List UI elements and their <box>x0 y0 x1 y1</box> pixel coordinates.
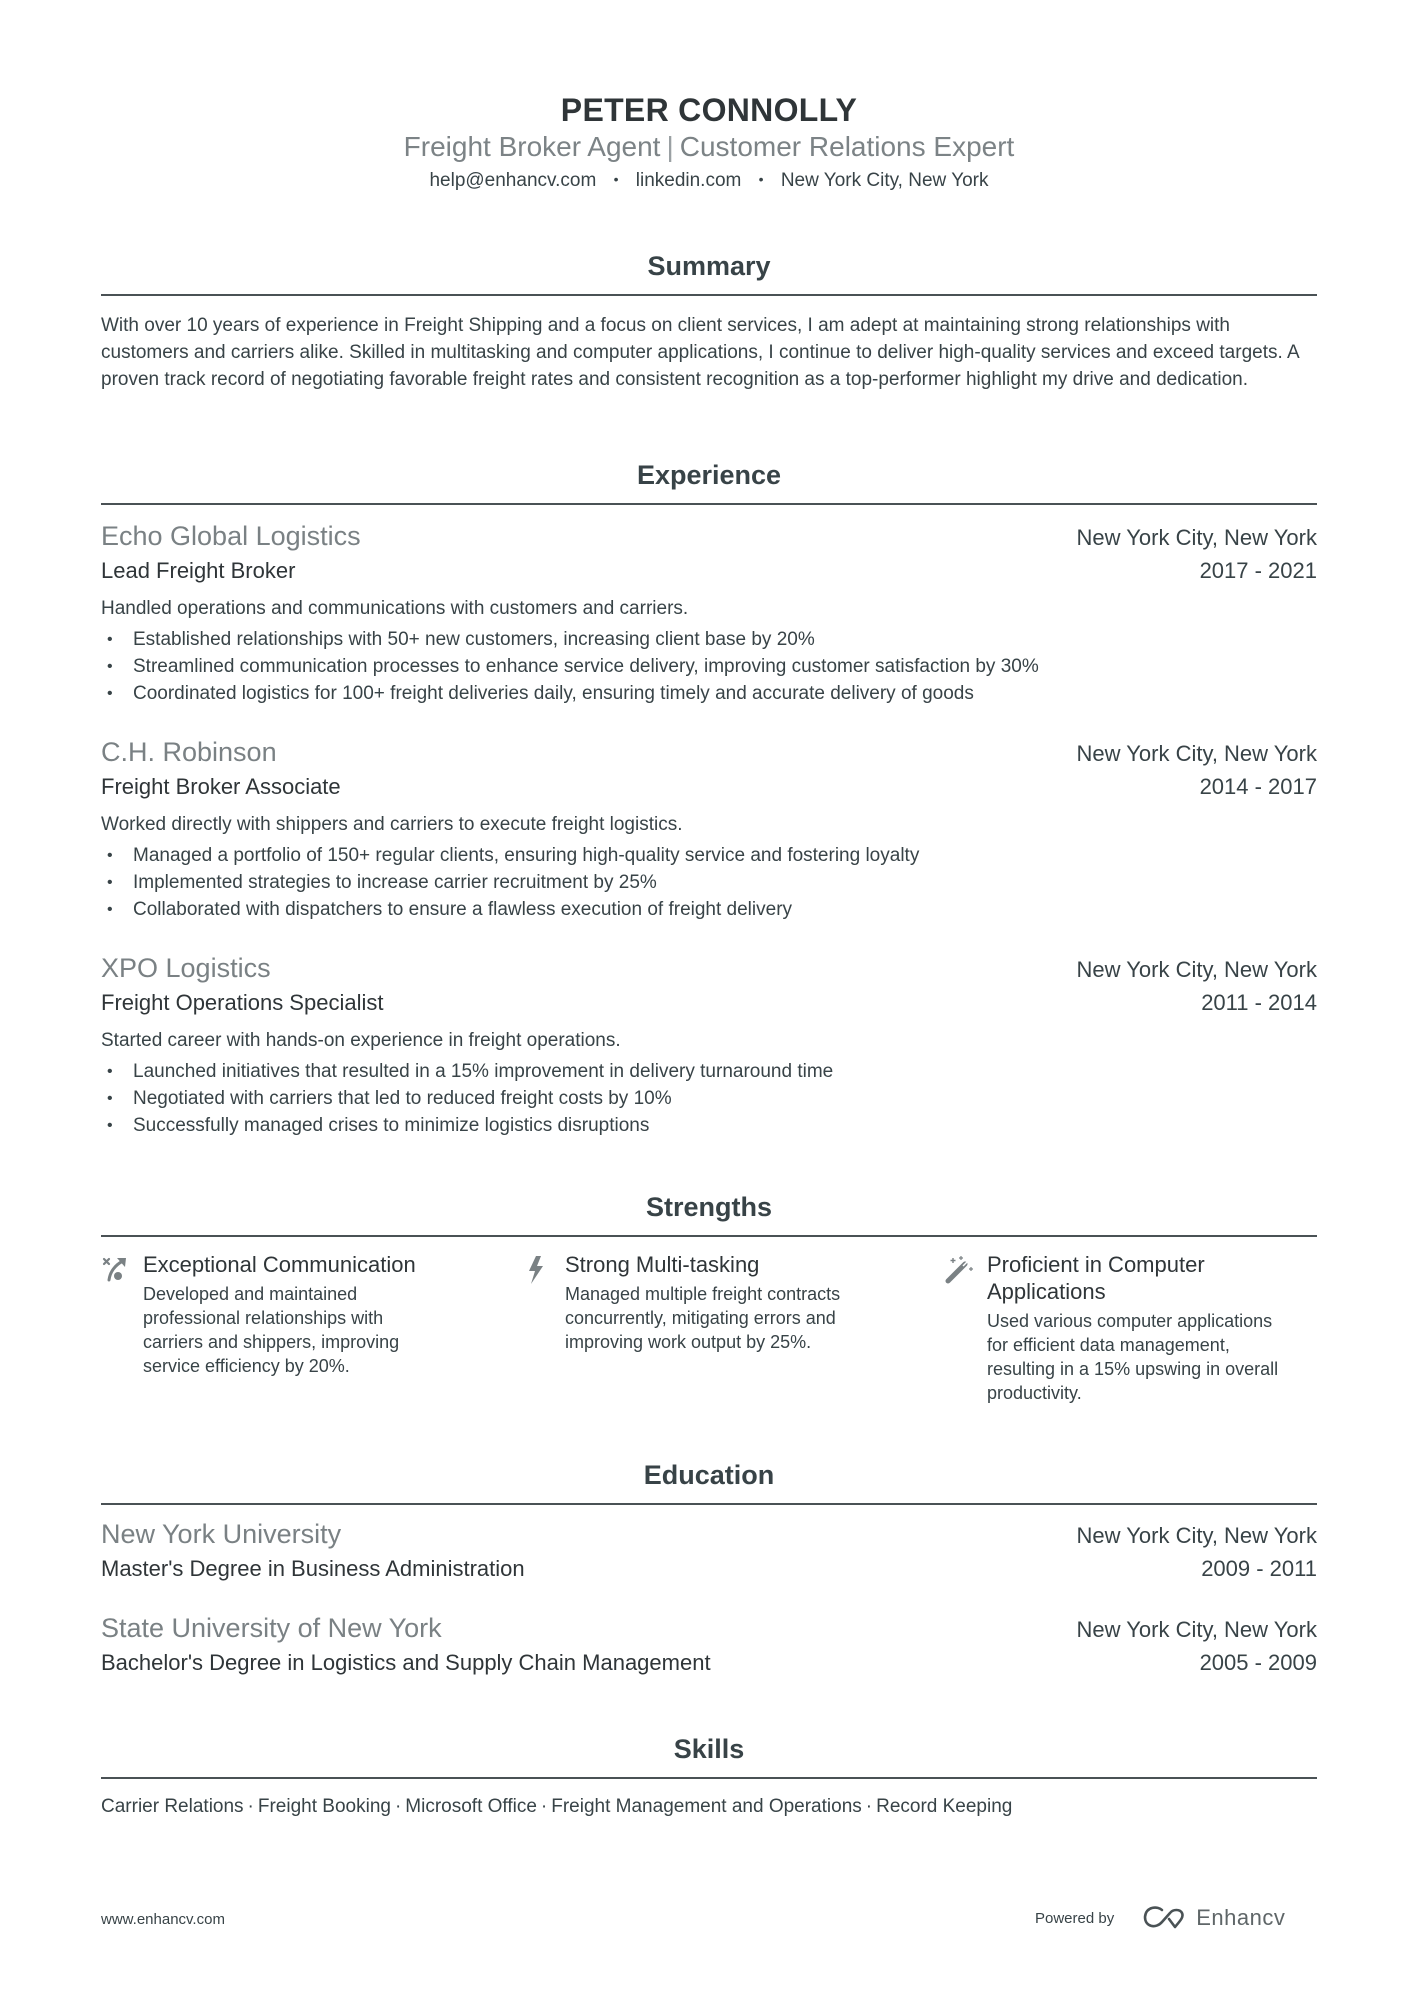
job-bullets <box>101 1058 1317 1139</box>
resume-header <box>101 0 1317 194</box>
skill-separator: · <box>540 1796 548 1817</box>
headline-separator: | <box>666 131 674 162</box>
bullet-text: Successfully managed crises to minimize logistics disruptions <box>133 1115 650 1136</box>
bullet-icon: • <box>107 847 113 864</box>
skill-separator: · <box>865 1796 873 1817</box>
skill-item: Freight Booking <box>257 1796 391 1817</box>
enhancv-wordmark: Enhancv <box>1196 1905 1286 1930</box>
bullet-icon: • <box>107 1090 113 1107</box>
skill-separator: · <box>247 1796 254 1817</box>
job-bullets <box>101 842 1317 923</box>
education-section <box>101 1459 1317 1679</box>
bullet-text: Negotiated with carriers that led to reduced freight costs by 10% <box>133 1088 672 1109</box>
company-name: XPO Logistics <box>101 953 271 983</box>
contact-separator: • <box>613 171 619 187</box>
powered-by-label: Powered by <box>1035 1909 1115 1927</box>
skills-list <box>101 1793 1317 1820</box>
school-location: New York City, New York <box>1076 1617 1317 1642</box>
section-title-summary: Summary <box>647 251 771 281</box>
education-dates: 2005 - 2009 <box>1199 1650 1317 1675</box>
bullet-item <box>101 680 1317 707</box>
bullet-text: Implemented strategies to increase carrier recruitment by 25% <box>133 872 657 893</box>
strengths-section <box>101 1191 1317 1405</box>
enhancv-logo-icon <box>1142 1905 1188 1931</box>
bullet-item <box>101 626 1317 653</box>
summary-section <box>101 250 1317 393</box>
job-title: Freight Operations Specialist <box>101 990 384 1015</box>
section-title-experience: Experience <box>636 460 782 490</box>
headline-primary: Freight Broker Agent <box>403 131 661 162</box>
bullet-item <box>101 1112 1317 1139</box>
job-description: Started career with hands-on experience in freight operations. <box>101 1030 621 1051</box>
bullet-icon: • <box>107 658 113 675</box>
strength-title: Exceptional Communication <box>143 1252 416 1277</box>
bullet-item <box>101 1058 1317 1085</box>
route-icon <box>101 1251 143 1405</box>
job-bullets <box>101 626 1317 707</box>
strength-description: Managed multiple freight contracts concurrently, mitigating errors and improving work output by 25%. <box>565 1284 841 1352</box>
school-name: State University of New York <box>101 1613 442 1643</box>
company-name: C.H. Robinson <box>101 737 277 767</box>
strengths-grid <box>101 1251 1317 1405</box>
bullet-text: Collaborated with dispatchers to ensure a flawless execution of freight delivery <box>133 899 793 920</box>
bullet-text: Launched initiatives that resulted in a 15% improvement in delivery turnaround time <box>133 1061 834 1082</box>
section-title-education: Education <box>643 1460 775 1490</box>
footer-website-link[interactable]: www.enhancv.com <box>101 1911 225 1928</box>
footer-branding[interactable] <box>1035 1905 1285 1931</box>
bullet-text: Managed a portfolio of 150+ regular clients, ensuring high-quality service and fostering loyalty <box>133 845 920 866</box>
strength-description: Used various computer applications for efficient data management, resulting in a 15% upswing in overall productivity. <box>987 1311 1279 1403</box>
experience-entry <box>101 735 1317 923</box>
skill-separator: · <box>394 1796 402 1817</box>
strength-title: Strong Multi-tasking <box>565 1252 760 1277</box>
degree: Bachelor's Degree in Logistics and Supply Chain Management <box>101 1650 711 1675</box>
education-entry <box>101 1517 1317 1585</box>
bullet-icon: • <box>107 1063 113 1080</box>
skill-item: Record Keeping <box>876 1796 1013 1817</box>
section-title-strengths: Strengths <box>645 1192 772 1222</box>
resume-page <box>101 0 1317 1820</box>
skill-item: Microsoft Office <box>405 1796 537 1817</box>
strength-description: Developed and maintained professional relationships with carriers and shippers, improving service efficiency by 20%. <box>143 1284 400 1376</box>
experience-section <box>101 459 1317 1139</box>
job-description: Worked directly with shippers and carriers to execute freight logistics. <box>101 814 683 835</box>
bullet-item <box>101 1085 1317 1112</box>
contact-email[interactable]: help@enhancv.com <box>429 170 597 191</box>
job-title: Lead Freight Broker <box>101 558 296 583</box>
degree: Master's Degree in Business Administration <box>101 1556 525 1581</box>
candidate-name: PETER CONNOLLY <box>560 92 858 128</box>
headline-secondary: Customer Relations Expert <box>679 131 1015 162</box>
school-name: New York University <box>101 1519 342 1549</box>
lightning-icon <box>523 1251 565 1405</box>
company-name: Echo Global Logistics <box>101 521 361 551</box>
strength-item <box>101 1251 523 1405</box>
section-title-skills: Skills <box>673 1734 745 1764</box>
section-divider <box>101 503 1317 505</box>
job-title: Freight Broker Associate <box>101 774 341 799</box>
job-dates: 2014 - 2017 <box>1199 774 1317 799</box>
education-entry <box>101 1611 1317 1679</box>
bullet-icon: • <box>107 901 113 918</box>
enhancv-logo[interactable] <box>1142 1905 1285 1931</box>
bullet-text: Streamlined communication processes to enhance service delivery, improving customer satisfaction by 30% <box>133 656 1039 677</box>
job-location: New York City, New York <box>1076 957 1317 982</box>
school-location: New York City, New York <box>1076 1523 1317 1548</box>
bullet-item <box>101 842 1317 869</box>
contact-line <box>101 166 1317 194</box>
bullet-text: Established relationships with 50+ new customers, increasing client base by 20% <box>133 629 815 650</box>
job-dates: 2011 - 2014 <box>1201 990 1317 1015</box>
skill-item: Carrier Relations <box>101 1796 244 1817</box>
bullet-icon: • <box>107 874 113 891</box>
skills-section <box>101 1733 1317 1820</box>
strength-title: Proficient in Computer Applications <box>987 1252 1205 1304</box>
job-dates: 2017 - 2021 <box>1199 558 1317 583</box>
bullet-icon: • <box>107 631 113 648</box>
contact-linkedin[interactable]: linkedin.com <box>635 170 742 191</box>
bullet-item <box>101 869 1317 896</box>
strength-item <box>523 1251 945 1405</box>
summary-text: With over 10 years of experience in Freight Shipping and a focus on client services, I am adept at maintaining strong relationships with customers and carriers alike. Skilled in multitasking and computer applications, I continue to deliver high-quality services and exceed targets. A proven track record of negotiating favorable freight rates and consistent recognition as a top-performer highlight my drive and dedication. <box>101 315 1299 390</box>
job-location: New York City, New York <box>1076 525 1317 550</box>
job-location: New York City, New York <box>1076 741 1317 766</box>
section-divider <box>101 1235 1317 1237</box>
bullet-icon: • <box>107 1117 113 1134</box>
contact-location: New York City, New York <box>780 170 989 191</box>
experience-entry <box>101 519 1317 707</box>
experience-entry <box>101 951 1317 1139</box>
section-divider <box>101 294 1317 296</box>
skill-item: Freight Management and Operations <box>551 1796 862 1817</box>
education-dates: 2009 - 2011 <box>1201 1556 1317 1581</box>
section-divider <box>101 1503 1317 1505</box>
section-divider <box>101 1777 1317 1779</box>
headline <box>101 130 1317 164</box>
strength-item <box>945 1251 1317 1405</box>
bullet-item <box>101 896 1317 923</box>
bullet-item <box>101 653 1317 680</box>
magic-wand-icon <box>945 1251 987 1405</box>
bullet-icon: • <box>107 685 113 702</box>
bullet-text: Coordinated logistics for 100+ freight deliveries daily, ensuring timely and accurate delivery of goods <box>133 683 974 704</box>
contact-separator: • <box>758 171 764 187</box>
job-description: Handled operations and communications with customers and carriers. <box>101 598 689 619</box>
